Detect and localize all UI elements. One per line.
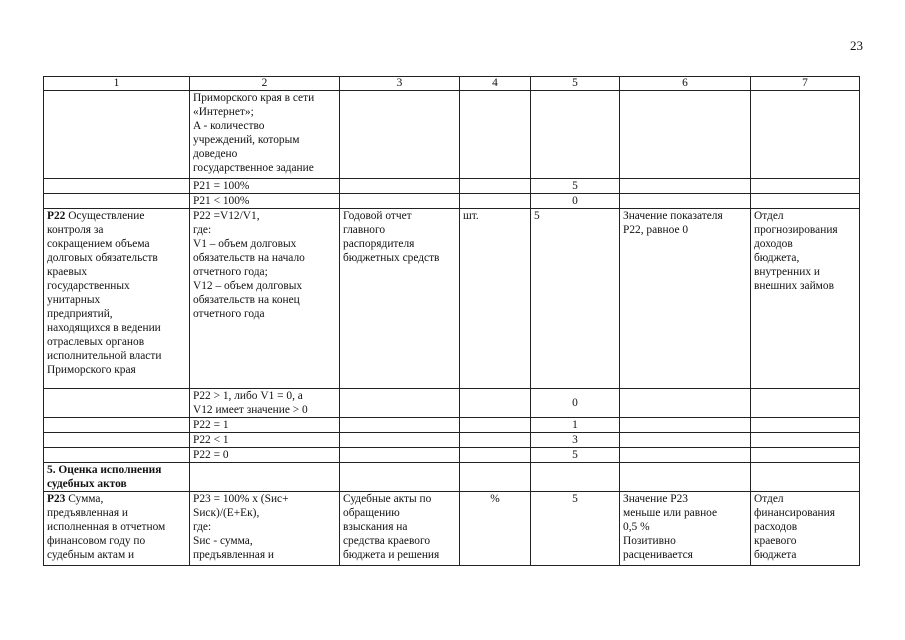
table-row bbox=[44, 91, 860, 179]
column-header: 7 bbox=[751, 77, 860, 91]
table-cell bbox=[531, 91, 620, 179]
condition-cell: P22 > 1, либо V1 = 0, а V12 имеет значение > 0 bbox=[190, 389, 340, 418]
score-cell: 3 bbox=[531, 433, 620, 448]
table-cell bbox=[620, 91, 751, 179]
score-cell: 0 bbox=[531, 389, 620, 418]
indicator-code: P22 bbox=[47, 210, 66, 222]
score-cell: 5 bbox=[531, 209, 620, 389]
formula-cell: P22 =V12/V1, где: V1 – объем долговых обязательств на начало отчетного года; V12 – объем долговых обязательств на конец отчетного года bbox=[190, 209, 340, 389]
score-cell: 5 bbox=[531, 492, 620, 566]
table-row bbox=[44, 418, 860, 433]
responsible-cell: Отдел прогнозирования доходов бюджета, внутренних и внешних займов bbox=[751, 209, 860, 389]
table-cell bbox=[340, 91, 460, 179]
score-cell: 1 bbox=[531, 418, 620, 433]
column-header: 4 bbox=[460, 77, 531, 91]
table-row bbox=[44, 448, 860, 463]
unit-cell: % bbox=[460, 492, 531, 566]
column-header: 3 bbox=[340, 77, 460, 91]
table-cell bbox=[460, 91, 531, 179]
unit-cell: шт. bbox=[460, 209, 531, 389]
column-header: 2 bbox=[190, 77, 340, 91]
column-header-row bbox=[44, 77, 860, 91]
table-row bbox=[44, 179, 860, 194]
table-row bbox=[44, 433, 860, 448]
section-row bbox=[44, 463, 860, 492]
indicator-name: Сумма, предъявленная и исполненная в отчетном финансовом году по судебным актам и bbox=[47, 493, 166, 561]
table-cell bbox=[751, 91, 860, 179]
formula-cell: P23 = 100% х (Sис+ Sиск)/(E+Eк), где: Sис - сумма, предъявленная и bbox=[190, 492, 340, 566]
indicator-code: P23 bbox=[47, 493, 66, 505]
page-number: 23 bbox=[850, 38, 863, 53]
score-cell: 0 bbox=[531, 194, 620, 209]
formula-cell: Приморского края в сети «Интернет»; A - количество учреждений, которым доведено государственное задание bbox=[190, 91, 340, 179]
source-cell: Судебные акты по обращению взыскания на средства краевого бюджета и решения bbox=[340, 492, 460, 566]
indicator-name: Осуществление контроля за сокращением объема долговых обязательств краевых государственных унитарных предприятий, находящихся в ведении отраслевых органов исполнительной власти Приморского края bbox=[47, 210, 162, 376]
indicator-name-cell bbox=[44, 492, 190, 566]
indicator-table bbox=[43, 76, 860, 566]
table-row bbox=[44, 492, 860, 566]
table-row bbox=[44, 209, 860, 389]
column-header: 6 bbox=[620, 77, 751, 91]
column-header: 1 bbox=[44, 77, 190, 91]
condition-cell: P21 = 100% bbox=[190, 179, 340, 194]
responsible-cell: Отдел финансирования расходов краевого бюджета bbox=[751, 492, 860, 566]
condition-cell: P22 = 0 bbox=[190, 448, 340, 463]
column-header: 5 bbox=[531, 77, 620, 91]
condition-cell: P21 < 100% bbox=[190, 194, 340, 209]
target-cell: Значение показателя P22, равное 0 bbox=[620, 209, 751, 389]
indicator-name-cell bbox=[44, 209, 190, 389]
table-row bbox=[44, 194, 860, 209]
condition-cell: P22 < 1 bbox=[190, 433, 340, 448]
section-title: 5. Оценка исполнения судебных актов bbox=[44, 463, 190, 492]
table-row bbox=[44, 389, 860, 418]
score-cell: 5 bbox=[531, 179, 620, 194]
table-cell bbox=[44, 91, 190, 179]
condition-cell: P22 = 1 bbox=[190, 418, 340, 433]
score-cell: 5 bbox=[531, 448, 620, 463]
source-cell: Годовой отчет главного распорядителя бюджетных средств bbox=[340, 209, 460, 389]
target-cell: Значение P23 меньше или равное 0,5 % Позитивно расценивается bbox=[620, 492, 751, 566]
